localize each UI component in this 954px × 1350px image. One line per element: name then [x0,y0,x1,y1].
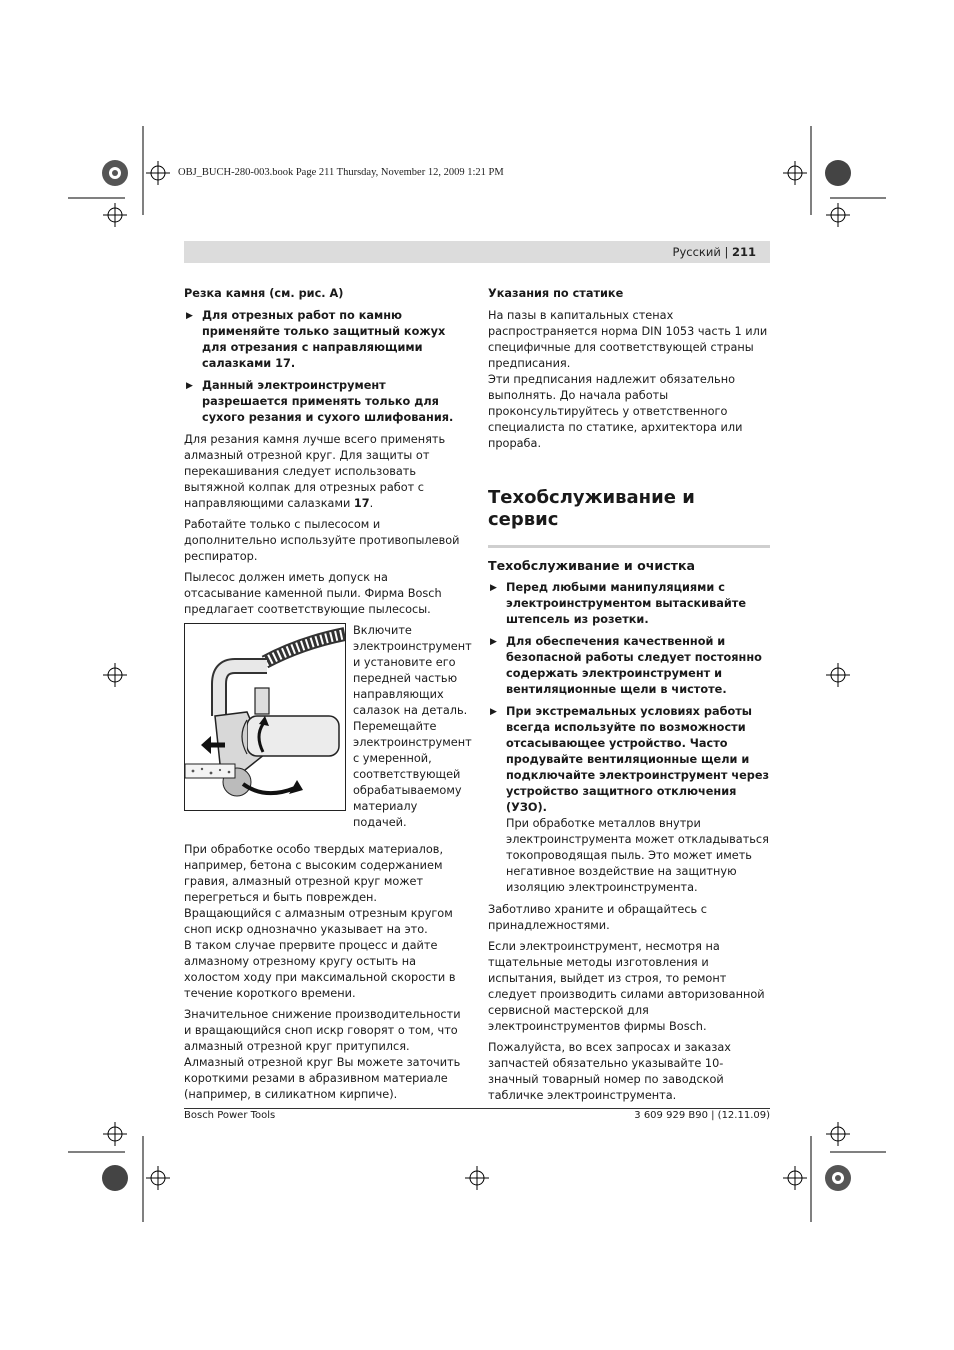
paragraph: Пылесос должен иметь допуск на отсасывание каменной пыли. Фирма Bosch предлагает соответствующие пылесосы. [184,571,442,616]
rosette-bottom-left [102,1165,128,1191]
warning-bullet [184,378,466,426]
paragraph: На пазы в капитальных стенах распространяется норма DIN 1053 часть 1 или специфичные для соответствующей страны предписания. [488,309,768,370]
reference-number: 17 [353,497,370,510]
paragraph: Пожалуйста, во всех запросах и заказах запчастей обязательно указывайте 10-значный товарный номер по заводской табличке электроинструмента. [488,1041,731,1102]
paragraph: Если электроинструмент, несмотря на тщательные методы изготовления и испытания, выйдет из строя, то ремонт следует производить силами авторизованной сервисной мастерской для электроинструментов фирмы Bosch. [488,940,765,1033]
angle-grinder-illustration [185,624,345,810]
header-separator: | [724,245,729,259]
paragraph: Работайте только с пылесосом и дополнительно используйте противопылевой респиратор. [184,518,460,563]
paragraph: Эти предписания надлежит обязательно выполнять. До начала работы проконсультируйтесь у ответственного специалиста по статике, архитектора или прораба. [488,373,743,450]
bullet-text: Данный электроинструмент разрешается применять только для сухого резания и сухого шлифования. [202,379,454,424]
header-language: Русский [672,245,721,259]
warning-bullet [488,704,770,896]
subsection-title-maintenance-cleaning: Техобслуживание и очистка [488,558,696,573]
page-header [184,241,770,263]
figure-a-illustration [184,623,346,811]
rosette-bottom-right [825,1165,851,1191]
page-number: 211 [731,245,756,259]
figure-row [184,623,472,837]
section-heading-stone-cutting: Резка камня (см. рис. А) [184,287,344,300]
paragraph: Значительное снижение производительности и вращающийся сноп искр говорят о том, что алмазный отрезной круг притупился. Алмазный отрезной круг Вы можете заточить короткими резами в абразивном материале (например, в силикатном кирпиче). [184,1008,461,1101]
bullet-arrow-icon: ▶ [490,637,497,647]
footer-doc-number: 3 609 929 B90 | (12.11.09) [634,1110,770,1121]
bullet-note: При обработке металлов внутри электроинструмента может откладываться токопроводящая пыль. Это может иметь негативное воздействие на защитную изоляцию электроинструмента. [506,817,769,894]
bullet-text: Перед любыми манипуляциями с электроинструментом вытаскивайте штепсель из розетки. [506,581,746,626]
bullet-arrow-icon: ▶ [490,583,497,593]
left-column [184,286,472,1108]
figure-caption-text: Включите электроинструмент и установите его передней частью направляющих салазок на деталь. Перемещайте электроинструмент с умеренной, соответствующей обрабатываемому материалу подачей. [353,624,472,829]
warning-bullet [184,308,466,372]
rosette-top-right [825,160,851,186]
paragraph: При обработке особо твердых материалов, например, бетона с высоким содержанием гравия, алмазный отрезной круг может перегреться и быть поврежден. Вращающийся с алмазным отрезным кругом сноп искр однозначно указывает на это. [184,843,453,936]
warning-bullet [488,634,770,698]
paragraph: Заботливо храните и обращайтесь с принадлежностями. [488,903,707,932]
rosette-top-left [102,160,128,186]
warning-bullet [488,580,770,628]
section-heading-statics: Указания по статике [488,287,624,300]
section-title-maintenance-service: Техобслуживание и сервис [488,487,695,530]
spacer [488,457,770,487]
bullet-arrow-icon: ▶ [490,707,497,717]
bullet-text: Для обеспечения качественной и безопасной работы следует постоянно содержать электроинструмент и вентиляционные щели в чистоте. [506,635,762,696]
bullet-arrow-icon: ▶ [186,311,193,321]
section-divider [488,545,770,548]
paragraph: Для резания камня лучше всего применять алмазный отрезной круг. Для защиты от перекашивания следует использовать вытяжной колпак для отрезных работ с направляющими салазками 17. [184,433,446,510]
footer-brand: Bosch Power Tools [184,1110,276,1121]
footer-rule [184,1108,770,1109]
bullet-arrow-icon: ▶ [186,381,193,391]
right-column [488,286,770,1109]
bullet-text: Для отрезных работ по камню применяйте только защитный кожух для отрезания с направляющими салазками 17. [202,309,446,370]
bullet-text: При экстремальных условиях работы всегда используйте по возможности отсасывающее устройство. Часто продувайте вентиляционные щели и подключайте электроинструмент через устройство защитного отключения (УЗО). [506,705,770,814]
header-text [673,245,756,259]
print-slug: OBJ_BUCH-280-003.book Page 211 Thursday, November 12, 2009 1:21 PM [178,167,504,178]
paragraph: В таком случае прервите процесс и дайте алмазному отрезному кругу остыть на холостом ходу при максимальной скорости в течение короткого времени. [184,939,456,1000]
